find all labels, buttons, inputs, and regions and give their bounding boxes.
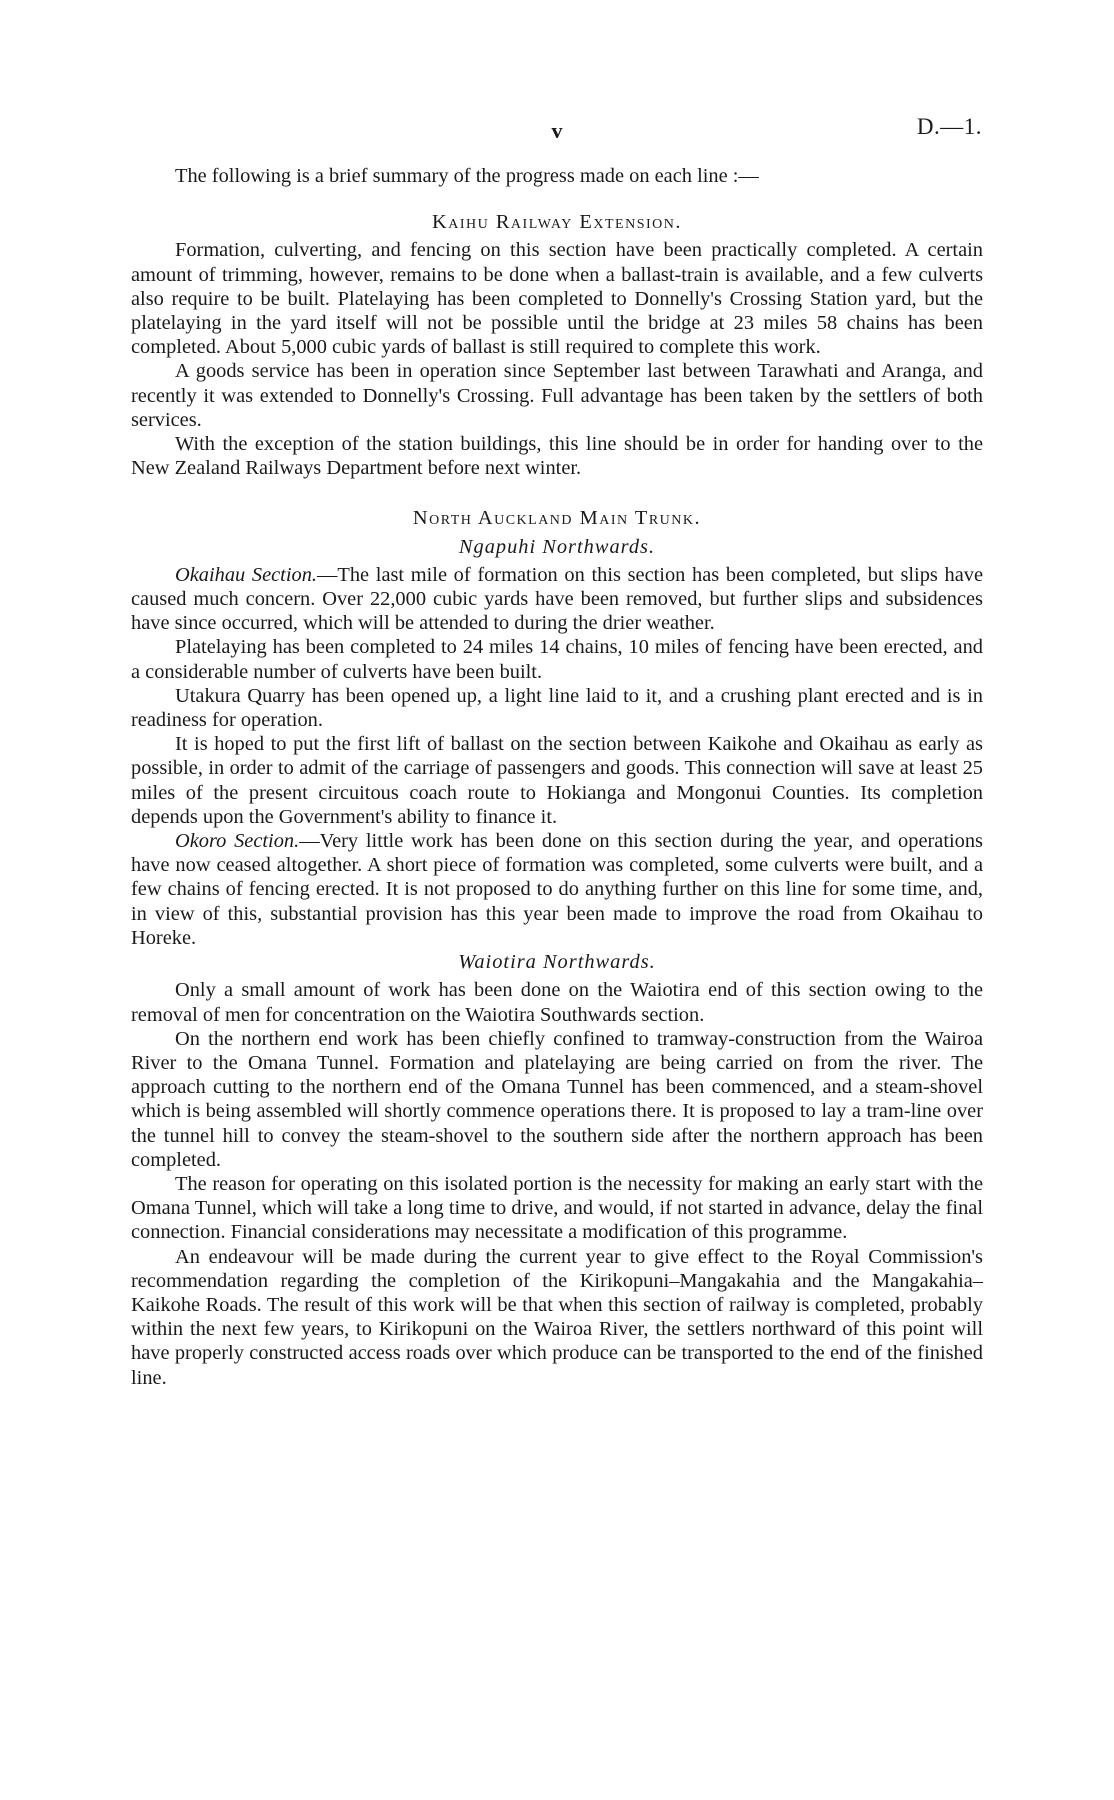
section-heading-north-auckland: North Auckland Main Trunk. <box>412 507 702 530</box>
intro-paragraph: The following is a brief summary of the progress made on each line :— <box>175 165 759 187</box>
okaihau-paragraph <box>131 563 983 636</box>
subheading-waiotira: Waiotira Northwards. <box>458 951 656 974</box>
waiotira-paragraph-1: Only a small amount of work has been done on the Waiotira end of this section owing to the removal of men for concentration on the Waiotira Southwards section. <box>131 979 983 1026</box>
page-number: v <box>551 118 563 143</box>
okaihau-section-text: —The last mile of formation on this section has been completed, but slips have caused much concern. Over 22,000 cubic yards have been removed, but further slips and subsidences have since occurred, which will be attended to during the drier weather. <box>131 563 984 635</box>
document-reference: D.—1. <box>916 114 982 139</box>
north-auckland-paragraph-3: Utakura Quarry has been opened up, a light line laid to it, and a crushing plant erected and is in readiness for operation. <box>131 684 983 732</box>
okoro-section-text: —Very little work has been done on this section during the year, and operations have now ceased altogether. A short piece of formation was completed, some culverts were built, and a few chains of fencing erected. It is not proposed to do anything further on this line for some time, and, in view of this, substantial provision has this year been made to improve the road from Okaihau to Horeke. <box>131 830 983 949</box>
subheading-ngapuhi: Ngapuhi Northwards. <box>458 535 656 558</box>
page-body <box>131 164 983 1390</box>
north-auckland-paragraph-4: It is hoped to put the first lift of ballast on the section between Kaikohe and Okaihau as early as possible, in order to admit of the carriage of passengers and goods. This connection will save at least 25 miles of the present circuitous coach route to Hokianga and Mongonui Counties. Its completion depends upon the Government's ability to finance it. <box>131 733 983 828</box>
kaihu-paragraph-2: A goods service has been in operation since September last between Tarawhati and Aranga, and recently it was extended to Donnelly's Crossing. Full advantage has been taken by the settlers of both services. <box>131 360 983 431</box>
okaihau-section-title: Okaihau Section. <box>175 563 318 586</box>
kaihu-paragraph-3: With the exception of the station buildings, this line should be in order for handing over to the New Zealand Railways Department before next winter. <box>131 433 983 480</box>
section-heading-kaihu: Kaihu Railway Extension. <box>432 211 682 234</box>
waiotira-paragraph-4: An endeavour will be made during the current year to give effect to the Royal Commission's recommendation regarding the completion of the Kirikopuni–Mangakahia and the Mangakahia–Kaikohe Roads. The result of this work will be that when this section of railway is completed, probably within the next few years, to Kirikopuni on the Wairoa River, the settlers northward of this point will have properly constructed access roads over which produce can be transported to the end of the finished line. <box>131 1245 983 1389</box>
okoro-paragraph <box>131 829 983 950</box>
kaihu-paragraph-1: Formation, culverting, and fencing on this section have been practically completed. A certain amount of trimming, however, remains to be done when a ballast-train is available, and a few culverts also require to be built. Platelaying has been completed to Donnelly's Crossing Station yard, but the platelaying in the yard itself will not be possible until the bridge at 23 miles 58 chains has been completed. About 5,000 cubic yards of ballast is still required to complete this work. <box>131 239 983 359</box>
north-auckland-paragraph-2: Platelaying has been completed to 24 miles 14 chains, 10 miles of fencing have been erected, and a considerable number of culverts have been built. <box>131 636 983 683</box>
waiotira-paragraph-2: On the northern end work has been chiefly confined to tramway-construction from the Wairoa River to the Omana Tunnel. Formation and platelaying are being carried on from the river. The approach cutting to the northern end of the Omana Tunnel has been commenced, and a steam-shovel which is being assembled will shortly commence operations there. It is proposed to lay a tram-line over the tunnel hill to convey the steam-shovel to the southern side after the northern approach has been completed. <box>131 1027 983 1171</box>
waiotira-paragraph-3: The reason for operating on this isolated portion is the necessity for making an early start with the Omana Tunnel, which will take a long time to drive, and would, if not started in advance, delay the final connection. Financial considerations may necessitate a modification of this programme. <box>131 1172 983 1244</box>
okoro-section-title: Okoro Section. <box>175 830 300 853</box>
